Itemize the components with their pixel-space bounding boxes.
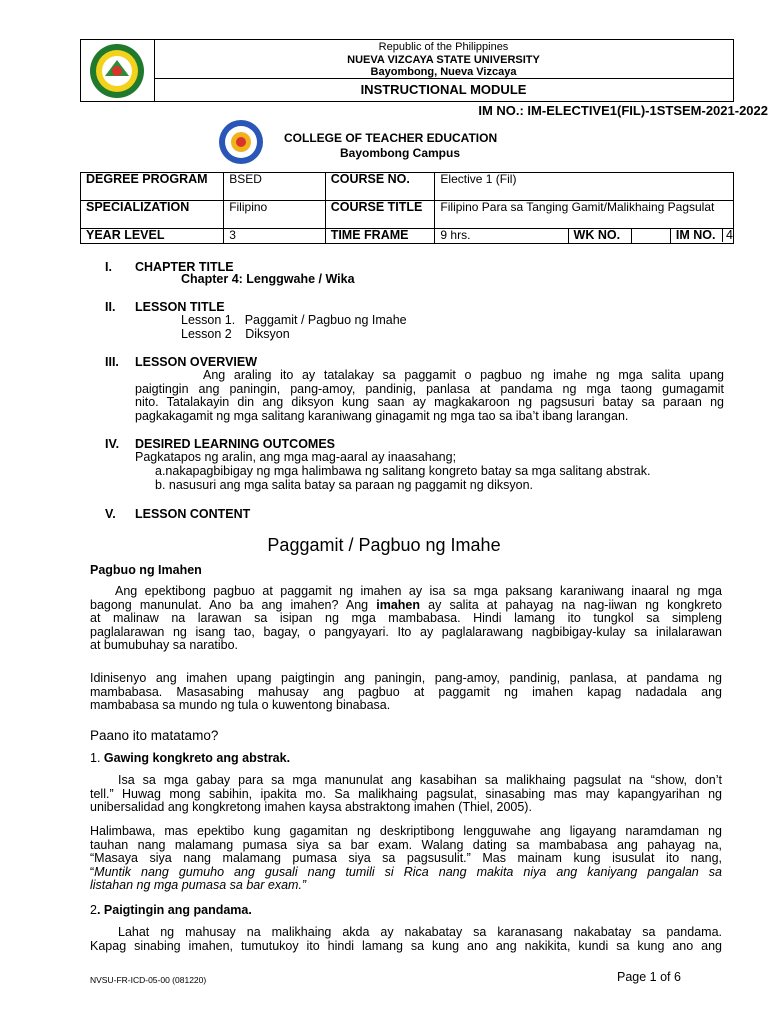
italic-run: Muntik nang gumuho ang gusali nang tumili si Rica nang makita niya ang kaniyang pangalan sa	[94, 864, 722, 879]
outcome-b: b. nasusuri ang mga salita batay sa paraan ng paggamit ng diksyon.	[155, 478, 534, 492]
paragraph-line: Ang epektibong pagbuo at paggamit ng imahen ay isa sa mga paksang karaniwang inaaral ng mga	[115, 584, 722, 598]
paragraph-line	[90, 599, 722, 613]
paragraph-line: at bumubuhay sa naratibo.	[90, 638, 239, 653]
table-row	[81, 229, 734, 244]
text-run: ay salita at pahayag na nag-iiwan ng kongkreto	[420, 597, 722, 612]
college-campus: Bayombong Campus	[340, 146, 461, 160]
overview-line: pagkakagamit ng mga salitang karaniwang ginagamit ng mga tao sa iba’t ibang larangan.	[135, 408, 629, 423]
time-frame-value: 9 hrs.	[435, 229, 568, 244]
main-heading: Paggamit / Pagbuo ng Imahe	[267, 535, 501, 555]
section-3-number: III.	[105, 355, 119, 369]
section-5-title: LESSON CONTENT	[135, 507, 251, 521]
paragraph-line: paglalarawan ng isang tao, bagay, o pangyayari. Ito ay paglalarawang nagbibigay-kulay sa inilalarawan	[90, 624, 722, 639]
paragraph-line: mambabasa sa mundo ng tula o kuwentong binabasa.	[90, 698, 391, 713]
wk-no-label: WK NO.	[568, 229, 631, 244]
degree-program-value: BSED	[224, 173, 326, 201]
chapter-title: Chapter 4: Lenggwahe / Wika	[181, 272, 355, 286]
im-no-cell	[670, 229, 733, 244]
paragraph-line: tell.” Huwag mong sabihin, ipakita mo. Sa malikhaing pagsulat, sinasabing mas may kapangyarihan ng	[90, 786, 722, 801]
paragraph-line: Lahat ng mahusay na malikhaing akda ay nakabatay sa karanasang nakabatay sa pandama.	[118, 925, 722, 939]
paragraph-line: Halimbawa, mas epektibo kung gagamitan ng deskriptibong lengguwahe ang ligayang naramdaman ng	[90, 824, 722, 838]
outcome-a: a.nakapagbibigay ng mga halimbawa ng salitang kongreto batay sa mga salitang abstrak.	[155, 464, 651, 478]
paragraph-3	[90, 774, 722, 815]
lesson-2-label: Lesson 2	[181, 327, 232, 341]
lesson-overview	[135, 369, 724, 423]
paragraph-line: Isa sa mga gabay para sa mga manunulat ang kasabihan sa malikhaing pagsulat na “show, don’t	[118, 773, 722, 787]
outcomes-intro: Pagkatapos ng aralin, ang mga mag-aaral ay inaasahang;	[135, 450, 457, 464]
course-title-value: Filipino Para sa Tanging Gamit/Malikhaing Pagsulat	[435, 201, 734, 229]
college-seal-icon	[212, 118, 270, 166]
paragraph-line: unibersalidad ang kongkretong imahen kaysa abstraktong imahen (Thiel, 2005).	[90, 800, 532, 815]
item-1-heading	[90, 752, 290, 766]
specialization-label: SPECIALIZATION	[81, 201, 224, 229]
course-no-value: Elective 1 (Fil)	[435, 173, 734, 201]
overview-line: paigtingin ang paningin, pang-amoy, pandinig, panlasa at pandama ng mga taong gumagamit	[135, 381, 724, 396]
section-3-title: LESSON OVERVIEW	[135, 355, 258, 369]
paragraph-5	[90, 926, 722, 953]
university-name: NUEVA VIZCAYA STATE UNIVERSITY	[347, 53, 540, 66]
specialization-value: Filipino	[224, 201, 326, 229]
paragraph-line: listahan ng mga pumasa sa bar exam.”	[90, 878, 307, 893]
lesson-2	[181, 328, 290, 342]
year-level-value: 3	[224, 229, 326, 244]
year-level-label: YEAR LEVEL	[81, 229, 224, 244]
paragraph-line	[90, 866, 722, 880]
paragraph-line: tauhan nang malamang pumasa siya sa bar exam. Walang dating sa mambabasa ang pahayag na,	[90, 837, 722, 852]
course-info-table	[80, 172, 734, 244]
item-2-title: . Paigtingin ang pandama.	[96, 903, 252, 917]
paragraph-1	[90, 585, 722, 653]
item-1-number: 1.	[90, 751, 104, 765]
item-2-number: 2	[90, 903, 97, 917]
lesson-1	[181, 314, 407, 328]
college-name: COLLEGE OF TEACHER EDUCATION	[284, 131, 498, 145]
section-2-title: LESSON TITLE	[135, 300, 225, 314]
footer-form-code: NVSU-FR-ICD-05-00 (081220)	[90, 975, 207, 985]
university-seal-icon	[81, 40, 154, 101]
table-row	[81, 201, 734, 229]
im-number: IM NO.: IM-ELECTIVE1(FIL)-1STSEM-2021-2022	[478, 103, 768, 118]
lesson-1-label: Lesson 1.	[181, 313, 236, 327]
table-row	[81, 173, 734, 201]
im-no-value: 4	[722, 228, 733, 242]
paragraph-4	[90, 825, 722, 893]
college-logo	[212, 118, 270, 166]
paragraph-line: Idinisenyo ang imahen upang paigtingin ang paningin, pang-amoy, pandinig, panlasa, at pandama ng	[90, 671, 722, 685]
college-info	[284, 131, 497, 161]
item-1-title: Gawing kongkreto ang abstrak.	[103, 751, 291, 765]
section-4-number: IV.	[105, 437, 120, 451]
text-run: “	[90, 864, 95, 879]
paragraph-line: Kapag sinabing imahen, tumutukoy ito hindi lamang sa kung ano ang nakikita, kundi sa kung ano ang	[90, 938, 722, 953]
course-no-label: COURSE NO.	[325, 173, 435, 201]
wk-no-value	[631, 229, 670, 244]
time-frame-label: TIME FRAME	[325, 229, 435, 244]
paragraph-line: at malinaw na larawan sa isipan ng mga mambabasa. Hindi lamang ito tungkol sa simpleng	[90, 611, 722, 626]
section-5-number: V.	[105, 507, 116, 521]
paragraph-line: mambabasa. Masasabing mahusay ang pagbuo at paggamit ng imahen kapag nadadala ang	[90, 684, 722, 699]
degree-program-label: DEGREE PROGRAM	[81, 173, 224, 201]
lesson-1-title: Paggamit / Pagbuo ng Imahe	[244, 313, 407, 327]
sub-heading: Pagbuo ng Imahen	[90, 563, 202, 577]
text-run: bagong manunulat. Ano ba ang imahen? Ang	[90, 597, 377, 612]
question-text: Paano ito matatamo?	[90, 728, 219, 743]
section-2-number: II.	[105, 300, 116, 314]
lesson-2-title: Diksyon	[245, 327, 290, 341]
paragraph-line: “Masaya siya nang malamang pumasa siya sa pagsusulit.” Mas mainam kung isusulat ito nang,	[90, 851, 722, 866]
section-1-title: CHAPTER TITLE	[135, 260, 234, 274]
university-logo-cell	[81, 40, 155, 101]
section-1-number: I.	[105, 260, 112, 274]
item-2-heading	[90, 904, 252, 918]
im-no-label: IM NO.	[675, 228, 716, 242]
republic-text: Republic of the Philippines	[378, 41, 509, 53]
page-number: Page 1 of 6	[617, 970, 681, 984]
overview-line: nito. Tatalakayin din ang diksyon kung saan ay magkakaroon ng pagsusuri batay sa paraan ng	[135, 395, 724, 410]
course-title-label: COURSE TITLE	[325, 201, 435, 229]
header-university-info	[154, 40, 733, 79]
overview-line: Ang araling ito ay tatalakay sa paggamit o pagbuo ng imahe ng mga salita upang	[203, 368, 724, 382]
section-4-title: DESIRED LEARNING OUTCOMES	[135, 437, 336, 451]
university-location: Bayombong, Nueva Vizcaya	[370, 66, 517, 78]
paragraph-2	[90, 672, 722, 713]
module-title: INSTRUCTIONAL MODULE	[360, 82, 527, 97]
bold-term: imahen	[376, 597, 421, 612]
header-box	[80, 39, 734, 102]
